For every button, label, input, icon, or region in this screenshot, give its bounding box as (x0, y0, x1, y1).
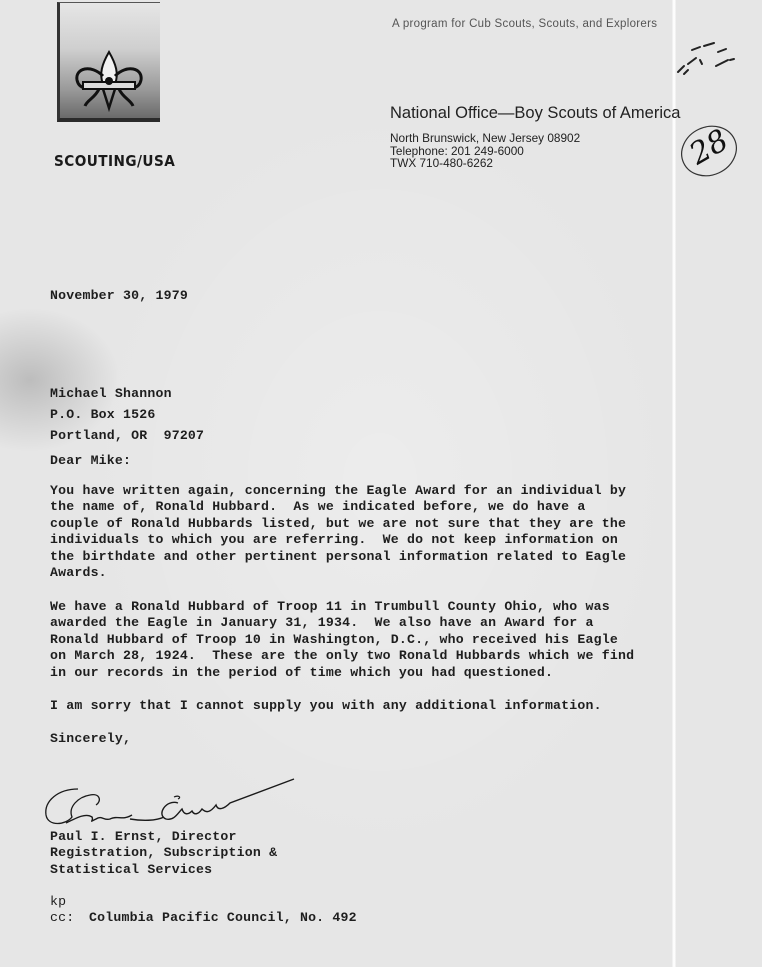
body-paragraph (50, 599, 730, 681)
twx-line: TWX 710-480-6262 (390, 156, 493, 170)
letter-date: November 30, 1979 (50, 288, 188, 303)
body-paragraph (50, 483, 730, 581)
recipient-city: Portland, OR 97207 (50, 428, 205, 443)
recipient-po-box: P.O. Box 1526 (50, 407, 156, 422)
signer-name-title: Paul I. Ernst, Director (50, 829, 237, 844)
logo-text: SCOUTING/USA (54, 152, 176, 170)
circled-page-number (676, 118, 742, 184)
body-paragraph (50, 698, 730, 714)
signer-block (50, 829, 277, 878)
cc-recipient: Columbia Pacific Council, No. 492 (89, 910, 357, 926)
closing: Sincerely, (50, 731, 132, 746)
cc-line (50, 910, 357, 926)
page-number-handwritten: 28 (683, 122, 735, 173)
recipient-name: Michael Shannon (50, 386, 172, 401)
telephone-line: Telephone: 201 249-6000 (390, 143, 524, 158)
paragraph-line: awarded the Eagle in January 31, 1934. We also have an Award for a (50, 615, 594, 631)
paragraph-line: Ronald Hubbard of Troop 10 in Washington, D.C., who received his Eagle (50, 631, 618, 647)
cc-label: cc: (50, 910, 75, 926)
salutation: Dear Mike: (50, 453, 132, 468)
paragraph-line: You have written again, concerning the Eagle Award for an individual by (50, 483, 627, 498)
paragraph-line: in our records in the period of time which you had questioned. (50, 664, 554, 680)
paragraph-line: We have a Ronald Hubbard of Troop 11 in Trumbull County Ohio, who was (50, 599, 610, 614)
typist-initials: kp (50, 894, 67, 909)
signer-department: Registration, Subscription & (50, 845, 278, 861)
address-line: North Brunswick, New Jersey 08902 (390, 131, 581, 145)
paragraph-line: the birthdate and other pertinent personal information related to Eagle (50, 548, 627, 564)
reference-block (50, 894, 357, 927)
signer-department-cont: Statistical Services (50, 861, 213, 877)
paragraph-line: the name of, Ronald Hubbard. As we indicated before, we do have a (50, 499, 586, 515)
scouting-logo (57, 2, 157, 118)
fleur-de-lis-icon (69, 50, 149, 112)
office-address (390, 132, 580, 170)
paragraph-line: couple of Ronald Hubbards listed, but we are not sure that they are the (50, 515, 627, 531)
office-title: National Office—Boy Scouts of America (390, 104, 681, 122)
letterhead-tagline: A program for Cub Scouts, Scouts, and Explorers (392, 18, 658, 30)
paragraph-line: on March 28, 1924. These are the only two Ronald Hubbards which we find (50, 648, 635, 664)
paragraph-line: Awards. (50, 565, 107, 581)
paragraph-line: I am sorry that I cannot supply you with any additional information. (50, 698, 602, 713)
handwritten-marks (670, 40, 740, 80)
signature-icon (38, 775, 308, 835)
paragraph-line: individuals to which you are referring. We do not keep information on (50, 532, 618, 548)
recipient-address (50, 383, 204, 446)
